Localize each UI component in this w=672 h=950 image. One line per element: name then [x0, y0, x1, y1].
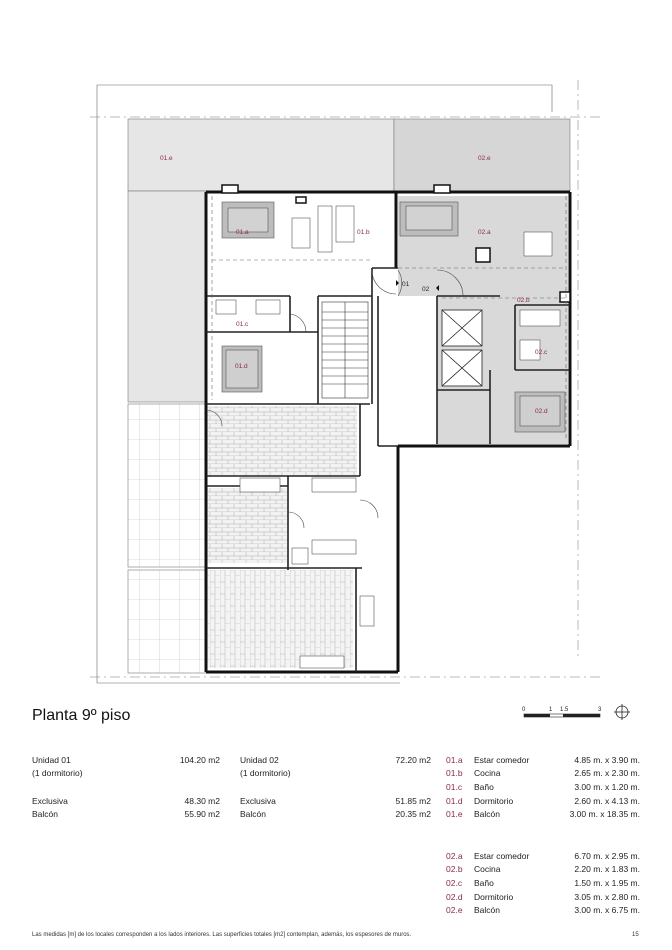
- room-dims: 3.05 m. x 2.80 m.: [574, 892, 640, 902]
- room-code: 02.e: [446, 905, 463, 915]
- unit-02-exclusive-value: 51.85 m2: [395, 796, 431, 806]
- room-code: 01.c: [446, 782, 463, 792]
- unit-02-balcony-value: 20.35 m2: [395, 809, 431, 819]
- room-dims: 3.00 m. x 1.20 m.: [574, 782, 640, 792]
- room-name: Baño: [474, 878, 494, 888]
- room-label-01d: 01.d: [235, 363, 248, 370]
- unit-01-balcony-label: Balcón: [32, 809, 58, 819]
- stairs: [322, 302, 368, 398]
- page-number: 15: [632, 932, 639, 938]
- room-label-01b: 01.b: [357, 229, 370, 236]
- unit-01-balcony-value: 55.90 m2: [184, 809, 220, 819]
- brick-floor-upper: [207, 406, 357, 476]
- room-label-02d: 02.d: [535, 408, 548, 415]
- unit-01-name: Unidad 01: [32, 755, 71, 765]
- room-code: 01.a: [446, 755, 463, 765]
- room-label-02b: 02.b: [517, 297, 530, 304]
- room-dims: 2.20 m. x 1.83 m.: [574, 864, 640, 874]
- unit-01-exclusive-label: Exclusiva: [32, 796, 68, 806]
- room-name: Estar comedor: [474, 851, 530, 861]
- room-label-01c: 01.c: [236, 321, 249, 328]
- wood-floor: [207, 570, 353, 668]
- balcony-tiles-2: [128, 570, 206, 673]
- room-code: 01.d: [446, 796, 463, 806]
- room-name: Cocina: [474, 864, 501, 874]
- unit-01-exclusive-value: 48.30 m2: [184, 796, 220, 806]
- unit-02-rooms: (1 dormitorio): [240, 768, 291, 778]
- room-code: 02.d: [446, 892, 463, 902]
- room-code: 02.c: [446, 878, 463, 888]
- room-dims: 4.85 m. x 3.90 m.: [574, 755, 640, 765]
- room-name: Dormitorio: [474, 796, 514, 806]
- room-label-02c: 02.c: [535, 349, 548, 356]
- room-name: Balcón: [474, 809, 500, 819]
- footer-note: Las medidas [m] de los locales corresponden a los lados interiores. Las superficies totales [m2] contemplan, además, los espesores de muros.: [32, 932, 412, 938]
- scale-label-15: 1.5: [560, 707, 569, 713]
- room-dims: 3.00 m. x 6.75 m.: [574, 905, 640, 915]
- north-symbol: [614, 704, 630, 720]
- scale-bar: [520, 703, 670, 725]
- room-name: Balcón: [474, 905, 500, 915]
- unit-01-rooms: (1 dormitorio): [32, 768, 83, 778]
- door-label-01: 01: [402, 281, 410, 288]
- room-code: 02.b: [446, 864, 463, 874]
- room-code: 01.b: [446, 768, 463, 778]
- room-name: Estar comedor: [474, 755, 530, 765]
- page-title: Planta 9º piso: [32, 707, 131, 724]
- unit-02-area: 72.20 m2: [395, 755, 431, 765]
- room-name: Cocina: [474, 768, 501, 778]
- balcony-01e-strip: [128, 191, 206, 402]
- room-label-02e: 02.e: [478, 155, 491, 162]
- unit-02-exclusive-label: Exclusiva: [240, 796, 276, 806]
- unit-01-area: 104.20 m2: [179, 755, 220, 765]
- room-name: Dormitorio: [474, 892, 514, 902]
- room-dims: 2.60 m. x 4.13 m.: [574, 796, 640, 806]
- room-name: Baño: [474, 782, 494, 792]
- scale-label-3: 3: [598, 707, 602, 713]
- room-dims: 6.70 m. x 2.95 m.: [574, 851, 640, 861]
- door-label-02: 02: [422, 286, 430, 293]
- room-label-01e: 01.e: [160, 155, 173, 162]
- brick-floor-lower: [207, 488, 287, 563]
- scale-label-0: 0: [522, 707, 526, 713]
- balcony-tiles-1: [128, 404, 206, 567]
- room-dims: 2.65 m. x 2.30 m.: [574, 768, 640, 778]
- room-label-02a: 02.a: [478, 229, 491, 236]
- room-code: 02.a: [446, 851, 463, 861]
- scale-label-1: 1: [549, 707, 553, 713]
- room-dims: 3.00 m. x 18.35 m.: [569, 809, 640, 819]
- room-label-01a: 01.a: [236, 229, 249, 236]
- unit-02-name: Unidad 02: [240, 755, 279, 765]
- unit-02-balcony-label: Balcón: [240, 809, 266, 819]
- room-dims: 1.50 m. x 1.95 m.: [574, 878, 640, 888]
- room-code: 01.e: [446, 809, 463, 819]
